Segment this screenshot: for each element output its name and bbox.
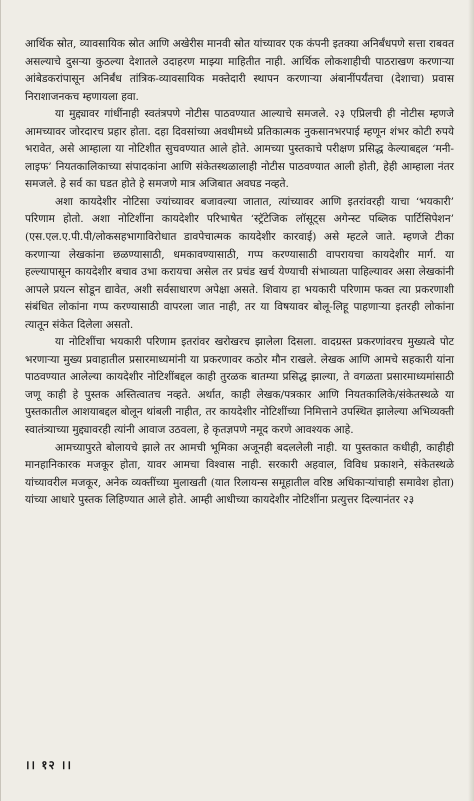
paragraph-5: आमच्यापुरते बोलायचे झाले तर आमची भूमिका अजूनही बदललेली नाही. या पुस्तकात कधीही, काहीही मानहानिकारक मजकूर होता, यावर आमचा विश्वास नाही. सरकारी अहवाल, विविध प्रकाशने, संकेतस्थळे यांच्यावरील मजकूर, अनेक व्यक्तींच्या मुलाखती (यात रिलायन्स समूहातील वरिष्ठ अधिकाऱ्यांचाही समावेश होता) यांच्या आधारे पुस्तक लिहिण्यात आले होते. आम्ही आधीच्या कायदेशीर नोटिशींना प्रत्युत्तर दिल्यानंतर २३ — [25, 441, 454, 507]
paragraph-1: आर्थिक स्रोत, व्यावसायिक स्रोत आणि अखेरीस मानवी स्रोत यांच्यावर एक कंपनी इतक्या अनिर्बंधपणे सत्ता राबवत असल्याचे दुसऱ्या कुठल्या देशातले उदाहरण माझ्या माहितीत नाही. आर्थिक लोकशाहीची पाठराखण करणाऱ्या आंबेडकरांपासून अनिर्बंध तांत्रिक-व्यावसायिक मक्तेदारी स्थापन करणाऱ्या अंबानींपर्यंतचा (देशाचा) प्रवास निराशाजनकच म्हणायला हवा. — [25, 38, 454, 103]
paragraph-3: अशा कायदेशीर नोटिसा ज्यांच्यावर बजावल्या जातात, त्यांच्यावर आणि इतरांवरही याचा ‘भयकारी’ परिणाम होतो. अशा नोटिशींना कायदेशीर परिभाषेत ‘स्ट्रॅटेजिक लॉसूट्स अगेन्स्ट पब्लिक पार्टिसिपेशन’ (एस.एल.ए.पी.पी/लोकसहभागाविरोधात डावपेचात्मक कायदेशीर कारवाई) असे म्हटले जाते. म्हणजे टीका करणाऱ्या लेखकांना छळण्यासाठी, धमकावण्यासाठी, गप्प करण्यासाठी वापरायचा कायदेशीर मार्ग. या हल्ल्यापासून कायदेशीर बचाव उभा करायचा असेल तर प्रचंड खर्च येण्याची संभाव्यता पाहिल्यावर असा लेखकांनी आपले प्रयत्न सोडून द्यावेत, अशी सर्वसाधारण अपेक्षा असते. शिवाय हा भयकारी परिणाम फक्त त्या प्रकरणाशी संबंधित लोकांना गप्प करण्यासाठी वापरला जात नाही, तर या विषयावर बोलू-लिहू पाहणाऱ्या इतरही लोकांना त्यातून संकेत दिलेला असतो. — [25, 195, 454, 331]
paragraph-4: या नोटिशींचा भयकारी परिणाम इतरांवर खरोखरच झालेला दिसला. वादग्रस्त प्रकरणांवरच मुख्यत्वे पोट भरणाऱ्या मुख्य प्रवाहातील प्रसारमाध्यमांनी या प्रकरणावर कठोर मौन राखले. लेखक आणि आमचे सहकारी यांना पाठवण्यात आलेल्या कायदेशीर नोटिशींबद्दल काही तुरळक बातम्या प्रसिद्ध झाल्या, ते वगळता प्रसारमाध्यमांसाठी जणू काही हे पुस्तक अस्तित्वातच नव्हते. अर्थात, काही लेखक/पत्रकार आणि नियतकालिके/संकेतस्थळे या पुस्तकातील आशयाबद्दल बोलून थांबली नाहीत, तर कायदेशीर नोटिशींच्या निमित्ताने उपस्थित झालेल्या अभिव्यक्ती स्वातंत्र्याच्या मुद्द्यावरही त्यांनी आवाज उठवला, हे कृतज्ञपणे नमूद करणे आवश्यक आहे. — [25, 336, 454, 437]
paragraph-2: या मुद्द्यावर गांधींनाही स्वतंत्रपणे नोटीस पाठवण्यात आल्याचे समजले. २३ एप्रिलची ही नोटीस म्हणजे आमच्यावर जोरदारच प्रहार होता. दहा दिवसांच्या अवधीमध्ये प्रतिकात्मक नुकसानभरपाई म्हणून शंभर कोटी रुपये भरावेत, असे आम्हाला या नोटिशीत सुचवण्यात आले होते. आमच्या पुस्तकाचे परीक्षण प्रसिद्ध केल्याबद्दल ‘मनी-लाइफ’ नियतकालिकाच्या संपादकांना आणि संकेतस्थळालाही नोटीस पाठवण्यात आली होती, हेही आम्हाला नंतर समजले. हे सर्व का घडत होते हे समजणे मात्र अजिबात अवघड नव्हते. — [25, 108, 454, 191]
page-edge-shadow — [468, 0, 474, 801]
page-number: ।। १२ ।। — [25, 758, 73, 772]
body-text — [25, 36, 454, 510]
